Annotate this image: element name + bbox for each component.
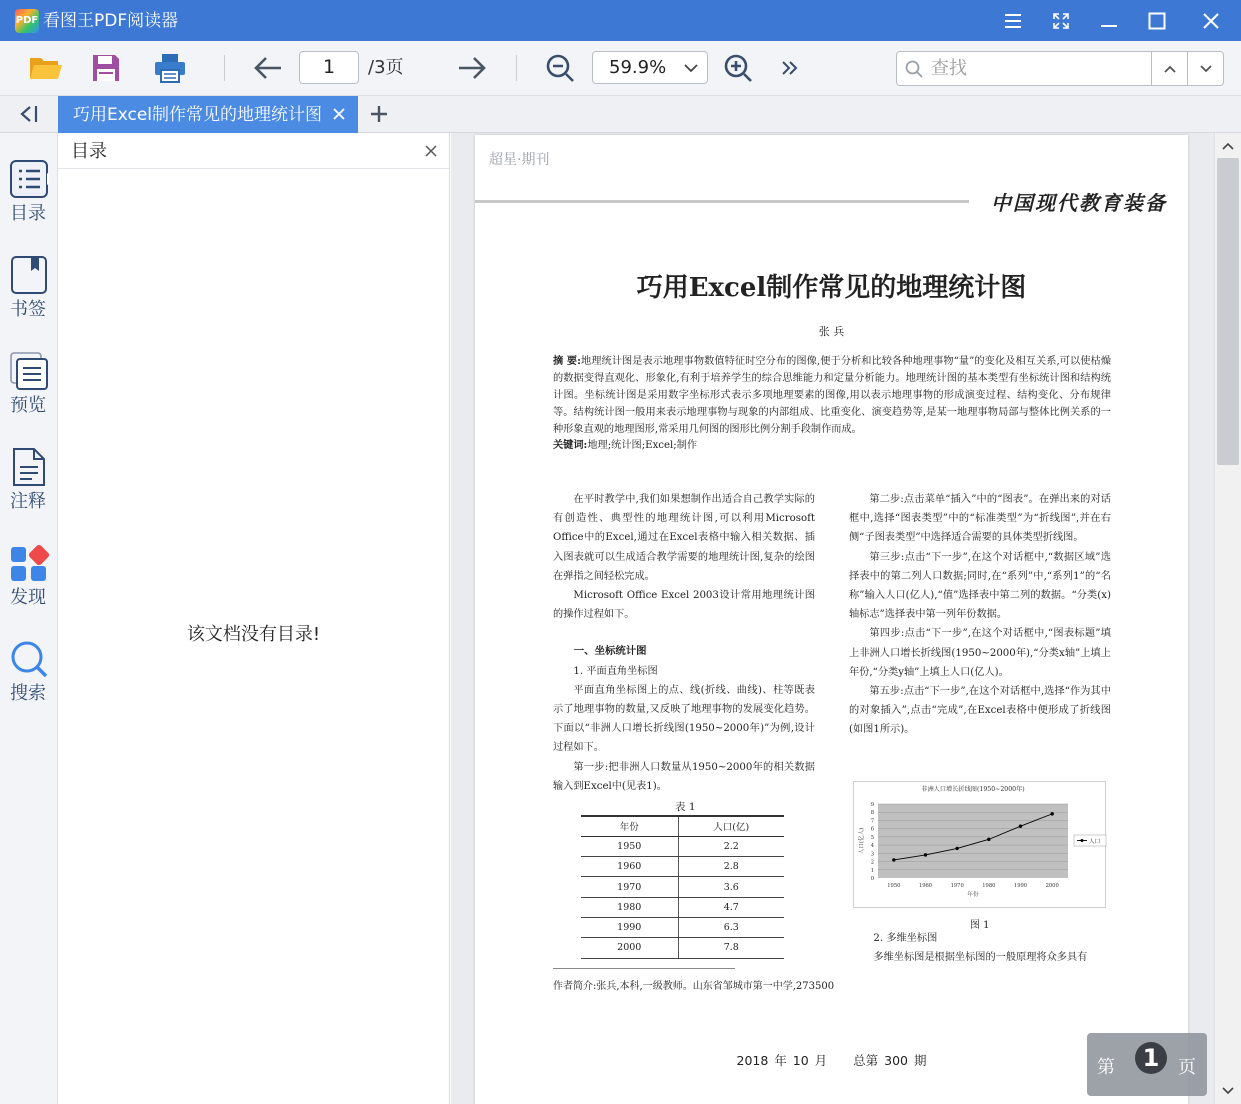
save-button[interactable]	[86, 50, 126, 86]
y-tick-label: 4	[870, 843, 874, 850]
table-header: 人口(亿)	[678, 816, 784, 836]
data-point	[1019, 825, 1022, 828]
chart-title: 非洲人口增长折线图(1950~2000年)	[921, 786, 1025, 793]
y-tick-label: 7	[870, 818, 874, 825]
open-file-button[interactable]	[26, 50, 66, 86]
menu-button[interactable]	[989, 0, 1037, 41]
y-tick-label: 6	[870, 826, 874, 833]
badge-suffix: 页	[1178, 1057, 1196, 1078]
table-row	[581, 877, 784, 897]
table-caption: 表 1	[675, 801, 696, 813]
paragraph: 在平时教学中,我们如果想制作出适合自己教学实际的有创造性、典型性的地理统计图,可以利用Microsoft Office中的Excel,通过在Excel表格中输入相关数据、插入图表就可以生成适合教学需要的地理统计图,复杂的绘图在弹指之间轻松完成。	[553, 494, 815, 582]
table-cell: 2.8	[678, 857, 784, 877]
scrollbar-thumb[interactable]	[1217, 158, 1239, 465]
toc-panel-title: 目录	[71, 141, 107, 162]
left-sidebar	[0, 133, 58, 1104]
paragraph: 第三步:点击“下一步”,在这个对话框中,“数据区域”选择表中的第二列人口数据;同时,在“系列”中,“系列1”的“名称”输入人口(亿人),“值”选择表中第二列的数据。“分类(x)轴标志”选择表中第一列年份数据。	[849, 551, 1111, 621]
new-tab-plus-icon[interactable]	[368, 103, 390, 125]
data-point	[892, 858, 895, 861]
page-total: /3页	[368, 57, 404, 78]
annotation-icon	[9, 447, 49, 487]
vertical-scrollbar[interactable]	[1214, 133, 1241, 1104]
table-cell: 1950	[581, 836, 678, 856]
collapse-left-icon	[17, 104, 39, 124]
abstract-text: 地理统计图是表示地理事物数值特征时空分布的图像,便于分析和比较各种地理事物“量”的变化及相互关系,可以使枯燥的数据变得直观化、形象化,有利于培养学生的综合思维能力和定量分析能力。地理统计图的基本类型有坐标统计图和结构统计图。坐标统计图是采用数字坐标形式表示多项地理要素的图像,用以表示地理事物的形成演变过程、结构变化、分布规律等。结构统计图一般用来表示地理事物与现象的内部组成、比重变化、演变趋势等,是某一地理事物局部与整体比例关系的一种形象直观的地理图形,常采用几何图的图形比例分割手段制作而成。	[553, 356, 1112, 435]
page-footer	[475, 1051, 1188, 1069]
sidebar-item-annotation[interactable]	[0, 447, 58, 531]
document-tab-bar	[0, 96, 1241, 133]
fullscreen-icon	[1052, 12, 1070, 30]
x-tick-label: 1960	[918, 883, 933, 889]
search-input[interactable]	[896, 51, 1152, 86]
search-icon	[905, 60, 923, 78]
page-number-input[interactable]: 1	[299, 51, 359, 84]
x-tick-label: 1970	[950, 883, 964, 889]
fullscreen-button[interactable]	[1037, 0, 1085, 41]
y-axis-label: 人口(亿人)	[859, 827, 865, 855]
table-row	[581, 836, 784, 856]
app-title: 看图王PDF阅读器	[43, 11, 179, 31]
collapse-sidebar-button[interactable]	[12, 102, 44, 126]
minimize-icon	[1100, 12, 1118, 30]
document-viewer[interactable]	[451, 133, 1214, 1104]
subsection-heading: 2. 多维坐标图	[873, 933, 938, 944]
search-placeholder: 查找	[931, 58, 967, 79]
abstract-label: 摘 要:	[553, 355, 581, 367]
footnote-rule	[553, 968, 735, 969]
table-row	[581, 897, 784, 917]
data-point	[1050, 812, 1053, 815]
table-cell: 1990	[581, 917, 678, 937]
paragraph: Microsoft Office Excel 2003设计常用地理统计图的操作过程如下。	[553, 590, 815, 621]
subsection-heading: 1. 平面直角坐标图	[573, 665, 658, 677]
zoom-in-button[interactable]	[718, 50, 758, 86]
close-icon[interactable]	[425, 145, 437, 157]
toolbar-separator	[224, 55, 225, 81]
data-point	[955, 847, 958, 850]
x-tick-label: 1990	[1013, 883, 1028, 889]
badge-prefix: 第	[1097, 1057, 1115, 1078]
journal-name: 超星·期刊	[489, 152, 550, 168]
sidebar-item-label: 注释	[10, 491, 46, 512]
legend-entry: 人口	[1089, 839, 1101, 845]
toolbar	[0, 41, 1241, 96]
table-row	[581, 917, 784, 937]
paper-author: 张 兵	[818, 325, 845, 338]
previous-page-button[interactable]	[248, 50, 288, 86]
paragraph: 第一步:把非洲人口数量从1950~2000年的相关数据输入到Excel中(见表1)。	[553, 761, 815, 792]
author-introduction: 作者简介:张兵,本科,一级教师。山东省邹城市第一中学,273500	[553, 981, 835, 992]
zoom-value: 59.9%	[609, 57, 667, 78]
x-axis-label: 年份	[967, 892, 979, 898]
scroll-up-arrow-icon[interactable]	[1221, 139, 1235, 153]
sidebar-item-toc[interactable]	[0, 159, 58, 243]
paragraph: 多维坐标图是根据坐标图的一般原理将众多具有	[873, 952, 1088, 964]
table-row	[581, 857, 784, 877]
y-tick-label: 3	[870, 851, 874, 858]
figure-caption: 图 1	[970, 920, 990, 931]
close-button[interactable]	[1187, 0, 1235, 41]
document-tab-title: 巧用Excel制作常见的地理统计图	[73, 105, 323, 125]
document-tab[interactable]	[58, 96, 358, 133]
arrow-left-icon	[253, 55, 283, 81]
header-rule	[475, 200, 969, 203]
maximize-button[interactable]	[1133, 0, 1181, 41]
sidebar-item-label: 发现	[10, 587, 46, 608]
more-tools-button[interactable]	[770, 50, 810, 86]
legend-marker	[1081, 839, 1084, 842]
app-logo-icon: PDF	[15, 9, 39, 33]
folder-open-icon	[28, 53, 64, 83]
y-tick-label: 2	[870, 859, 874, 866]
zoom-out-icon	[545, 53, 575, 83]
footer-date: 2018 年 10 月	[736, 1053, 828, 1068]
table-cell: 4.7	[678, 897, 784, 917]
title-bar	[0, 0, 1241, 41]
toc-panel	[58, 133, 450, 1104]
discover-icon	[9, 543, 49, 583]
table-cell: 3.6	[678, 877, 784, 897]
table-cell: 1960	[581, 857, 678, 877]
toc-icon	[9, 159, 49, 199]
search-icon	[9, 639, 49, 679]
sidebar-item-label: 预览	[10, 395, 46, 416]
next-page-button[interactable]	[452, 50, 492, 86]
sidebar-item-discover[interactable]	[0, 543, 58, 627]
table-row	[581, 938, 784, 958]
pdf-page	[475, 135, 1188, 1104]
paragraph: 第五步:点击“下一步”,在这个对话框中,选择“作为其中的对象插入”,点击“完成”,在Excel表格中便形成了折线图(如图1所示)。	[849, 686, 1111, 736]
paragraph: 第四步:点击“下一步”,在这个对话框中,“图表标题”填上非洲人口增长折线图(1950~2000年),“分类x轴”上填上年份,“分类y轴”上填上人口(亿人)。	[849, 628, 1111, 678]
minimize-button[interactable]	[1085, 0, 1133, 41]
journal-logo: 中国现代教育装备	[991, 191, 1167, 215]
toc-empty-message: 该文档没有目录!	[186, 624, 321, 645]
badge-page-number: 1	[1135, 1042, 1167, 1074]
table-cell: 6.3	[678, 917, 784, 937]
y-tick-label: 5	[870, 834, 874, 841]
more-icon	[780, 59, 800, 77]
right-column	[849, 490, 1111, 740]
paragraph: 第二步:点击菜单“插入”中的“图表”。在弹出来的对话框中,选择“图表类型”中的“标准类型”为“折线图”,并在右侧“子图表类型”中选择适合需要的具体类型折线图。	[849, 494, 1111, 544]
section-heading: 一、坐标统计图	[573, 645, 647, 658]
table-cell: 1970	[581, 877, 678, 897]
save-icon	[91, 53, 121, 83]
find-previous-button[interactable]	[1151, 51, 1188, 86]
sidebar-item-search[interactable]	[0, 639, 58, 723]
chevron-up-icon	[1163, 62, 1177, 76]
left-column	[553, 490, 815, 796]
paper-keywords	[553, 437, 1111, 454]
close-icon[interactable]	[332, 107, 346, 121]
data-point	[924, 853, 927, 856]
table-header: 年份	[581, 816, 678, 836]
y-tick-label: 8	[870, 810, 874, 817]
menu-icon	[1004, 13, 1022, 29]
sidebar-item-label: 书签	[10, 299, 46, 320]
table-cell: 2.2	[678, 836, 784, 856]
preview-icon	[9, 351, 49, 391]
data-table	[581, 815, 784, 959]
y-tick-label: 1	[870, 867, 874, 874]
y-tick-label: 0	[870, 876, 874, 882]
line-chart	[854, 782, 1107, 909]
zoom-select[interactable]	[592, 51, 708, 84]
sidebar-item-preview[interactable]	[0, 351, 58, 435]
zoom-out-button[interactable]	[540, 50, 580, 86]
paragraph: 平面直角坐标图上的点、线(折线、曲线)、柱等既表示了地理事物的数量,又反映了地理事物的发展变化趋势。下面以“非洲人口增长折线图(1950~2000年)”为例,设计过程如下。	[553, 684, 815, 754]
sidebar-item-bookmark[interactable]	[0, 255, 58, 339]
current-page-badge	[1087, 1033, 1207, 1096]
bookmark-icon	[9, 255, 49, 295]
table-cell: 7.8	[678, 938, 784, 958]
sidebar-item-label: 目录	[10, 203, 46, 224]
chevron-down-icon	[1199, 62, 1213, 76]
find-next-button[interactable]	[1187, 51, 1224, 86]
sidebar-item-label: 搜索	[10, 683, 46, 704]
toolbar-separator	[516, 55, 517, 81]
table-header-row	[581, 816, 784, 836]
section-2	[853, 929, 1111, 967]
table-cell: 2000	[581, 938, 678, 958]
footer-issue: 总第 300 期	[853, 1053, 927, 1068]
zoom-in-icon	[723, 53, 753, 83]
maximize-icon	[1148, 12, 1166, 30]
y-tick-label: 9	[870, 802, 874, 808]
arrow-right-icon	[457, 55, 487, 81]
paper-title: 巧用Excel制作常见的地理统计图	[636, 273, 1027, 303]
paper-abstract	[553, 353, 1111, 438]
data-point	[987, 838, 990, 841]
x-tick-label: 1980	[982, 883, 996, 889]
print-icon	[153, 53, 187, 83]
table-cell: 1980	[581, 897, 678, 917]
figure-1-chart	[853, 781, 1106, 908]
x-tick-label: 2000	[1045, 883, 1059, 889]
keywords-text: 地理;统计图;Excel;制作	[587, 440, 698, 451]
plot-area	[878, 804, 1068, 878]
keywords-label: 关键词:	[553, 439, 588, 451]
chevron-down-icon	[683, 60, 699, 76]
x-tick-label: 1950	[887, 883, 901, 889]
print-button[interactable]	[150, 50, 190, 86]
close-icon	[1202, 12, 1220, 30]
toc-panel-header	[58, 133, 449, 169]
scroll-down-arrow-icon[interactable]	[1221, 1084, 1235, 1098]
